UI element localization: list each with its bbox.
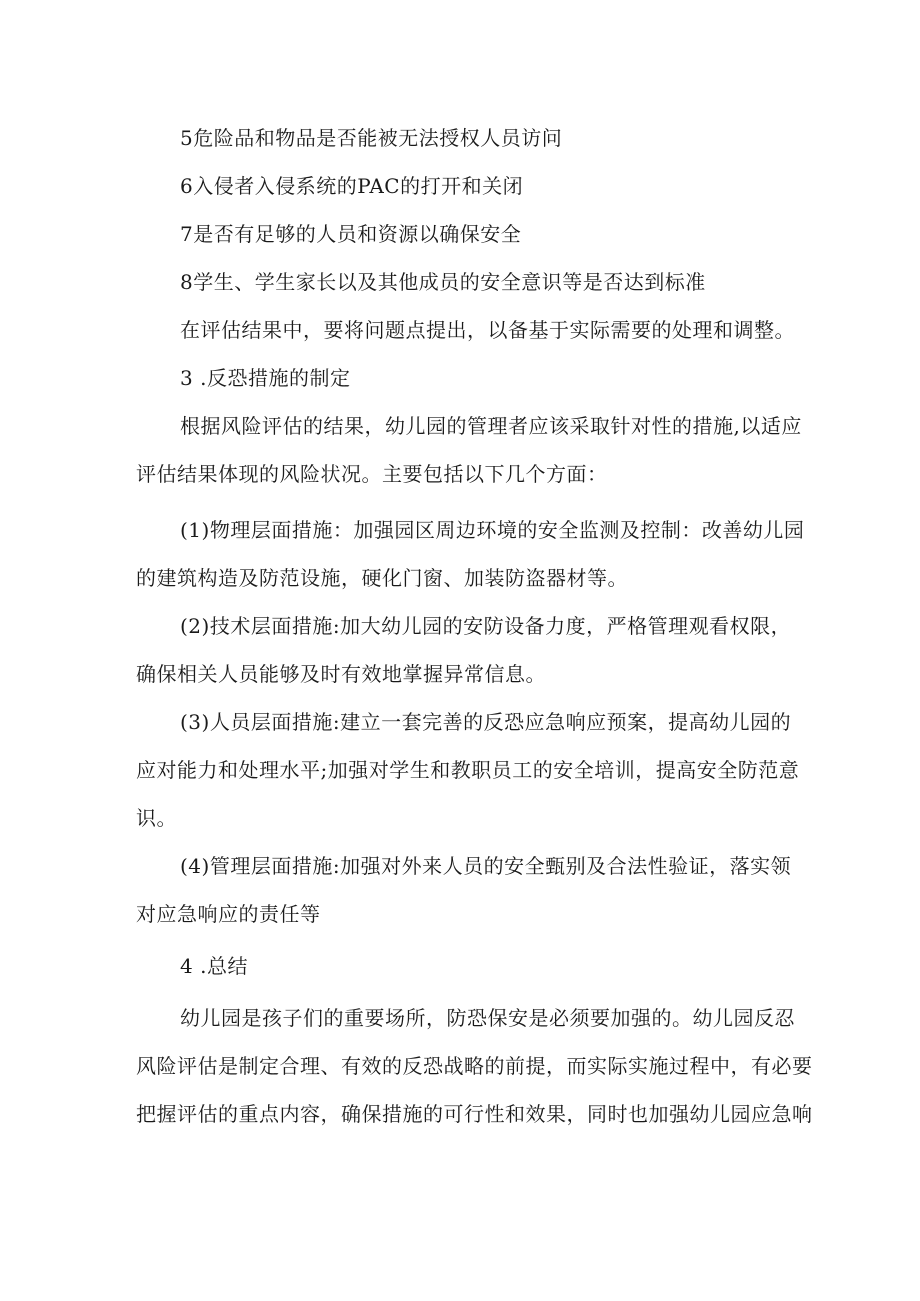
section-heading-4: 4 .总结 <box>180 954 248 978</box>
paragraph-line: 对应急响应的责任等 <box>136 902 321 926</box>
section-heading-3: 3 .反恐措施的制定 <box>180 366 351 390</box>
paragraph-line: (3)人员层面措施:建立一套完善的反恐应急响应预案，提高幼儿园的 <box>180 710 792 734</box>
paragraph-line: 应对能力和处理水平;加强对学生和教职员工的安全培训，提高安全防范意 <box>136 758 800 782</box>
list-item-7: 7是否有足够的人员和资源以确保安全 <box>180 222 522 246</box>
paragraph-line: 识。 <box>136 806 177 830</box>
paragraph-line: (1)物理层面措施：加强园区周边环境的安全监测及控制：改善幼儿园 <box>180 518 805 542</box>
paragraph-line: 幼儿园是孩子们的重要场所，防恐保安是必须要加强的。幼儿园反忍 <box>180 1006 795 1030</box>
list-item-5: 5危险品和物品是否能被无法授权人员访问 <box>180 126 563 150</box>
paragraph-line: 评估结果体现的风险状况。主要包括以下几个方面： <box>136 462 608 486</box>
paragraph-line: (2)技术层面措施:加大幼儿园的安防设备力度，严格管理观看权限， <box>180 614 792 638</box>
paragraph-line: 确保相关人员能够及时有效地掌握异常信息。 <box>136 662 546 686</box>
list-item-8: 8学生、学生家长以及其他成员的安全意识等是否达到标准 <box>180 270 706 294</box>
paragraph-line: 在评估结果中，要将问题点提出，以备基于实际需要的处理和调整。 <box>180 318 795 342</box>
paragraph-line: 根据风险评估的结果，幼儿园的管理者应该采取针对性的措施,以适应 <box>180 414 802 438</box>
paragraph-line: 把握评估的重点内容，确保措施的可行性和效果，同时也加强幼儿园应急响 <box>136 1102 813 1126</box>
list-item-6: 6入侵者入侵系统的PAC的打开和关闭 <box>180 174 524 198</box>
paragraph-line: 的建筑构造及防范设施，硬化门窗、加装防盗器材等。 <box>136 566 628 590</box>
paragraph-line: (4)管理层面措施:加强对外来人员的安全甄别及合法性验证，落实领 <box>180 854 792 878</box>
paragraph-line: 风险评估是制定合理、有效的反恐战略的前提，而实际实施过程中，有必要 <box>136 1054 813 1078</box>
